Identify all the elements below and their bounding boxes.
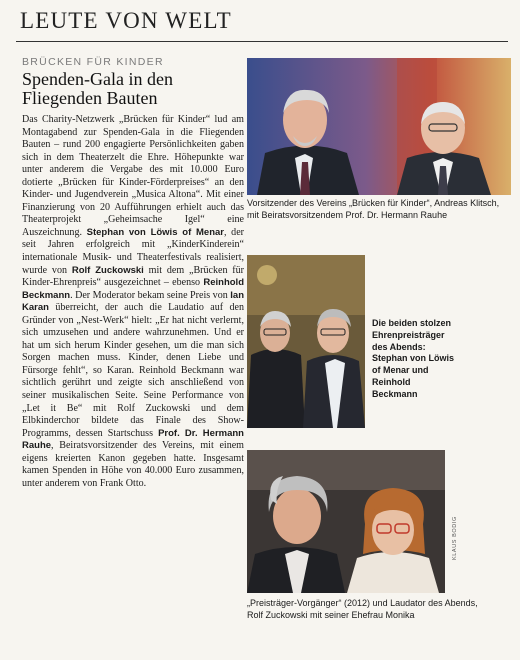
bold-name: Stephan von Löwis of Menar: [86, 226, 224, 238]
headline-line-2: Fliegenden Bauten: [22, 88, 158, 108]
photo-2-caption: Die beiden stolzen Ehrenpreisträger des Abends: Stephan von Löwis of Menar und Reinhold Beckmann: [372, 318, 455, 399]
photo-1-caption: Vorsitzender des Vereins „Brücken für Kinder“, Andreas Klitsch, mit Beiratsvorsitzendem Prof. Dr. Hermann Rauhe: [247, 198, 500, 220]
section-rule: [16, 41, 508, 42]
bold-name: Ian Karan: [22, 289, 244, 314]
photo-zuckowski-image: [247, 450, 445, 593]
photo-credit: KLAUS BODIG: [452, 516, 458, 560]
photo-loewis-beckmann-image: [247, 255, 365, 428]
section-title: LEUTE VON WELT: [20, 8, 232, 33]
body-text-run: , der seit Jahren erfolgreich mit „KinderKinderein“ internationale Musik- und Theaterfestivals realisiert, wurde von: [22, 226, 244, 276]
photo-zuckowski: [247, 450, 445, 593]
photo-klitsch-rauhe-image: [247, 58, 511, 195]
bold-name: Rolf Zuckowski: [71, 264, 144, 276]
article-kicker: BRÜCKEN FÜR KINDER: [22, 56, 164, 68]
photo-loewis-beckmann: [247, 255, 365, 428]
bold-name: Reinhold Beckmann: [22, 277, 244, 301]
body-text-run: , Beiratsvorsitzender des Vereins, mit einem eigens kreierten Kanon gegeben hatte. Insgesamt kamen Spenden in Höhe von 40.000 Euro zusammen, unter anderem von Frank Otto.: [22, 440, 244, 489]
body-text-run: überreicht, der auch die Laudatio auf den Gründer von „Nest-Werk“ hielt: „Er hat nicht verlernt, sich umzusehen und andere wahrzunehmen. Und er hat um sich herum Kinder gesehen, um die man sich Sorgen machen muss. Kinder, denen Liebe und Fürsorge fehlt“, so Karan. Reinhold Beckmann war sichtlich gerührt und zeigte sich anschließend von seiner musikalischen Seite. Seine Performance von „Let it Be“ mit Rolf Zuckowski und dem Elbkinderchor bildete das Finale des Show-Programms, dessen Startschuss: [22, 302, 244, 439]
article-headline: [22, 70, 244, 108]
article-column: [22, 56, 244, 490]
body-text-run: mit dem „Brücken für Kinder-Ehrenpreis“ ausgezeichnet – ebenso: [22, 264, 245, 289]
body-text-run: Das Charity-Netzwerk „Brücken für Kinder“ lud am Montagabend zur Spenden-Gala in die Fliegenden Bauten – rund 200 engagierte Persönlichkeiten gaben sich in dem Theaterzelt die Ehre. Höhepunkte war unter anderem die Vergabe des mit 10.000 Euro dotierte „Brücken für Kinder-Förderpreises“ an den Kinder- und Jugendverein „Musica Altona“. Mit einer Finanzierung von 20 Aufführungen erhielt auch das Theaterprojekt „Geheimsache Igel“ eine Auszeichnung.: [22, 114, 244, 238]
body-text-run: . Der Moderator bekam seine Preis von: [70, 289, 231, 301]
photo-3-caption: „Preisträger-Vorgänger“ (2012) und Laudator des Abends, Rolf Zuckowski mit seiner Ehefrau Monika: [247, 598, 478, 620]
article-body: [22, 114, 244, 490]
photo-klitsch-rauhe: [247, 58, 511, 195]
bold-name: Prof. Dr. Hermann Rauhe: [22, 427, 244, 452]
headline-line-1: Spenden-Gala in den: [22, 69, 173, 89]
